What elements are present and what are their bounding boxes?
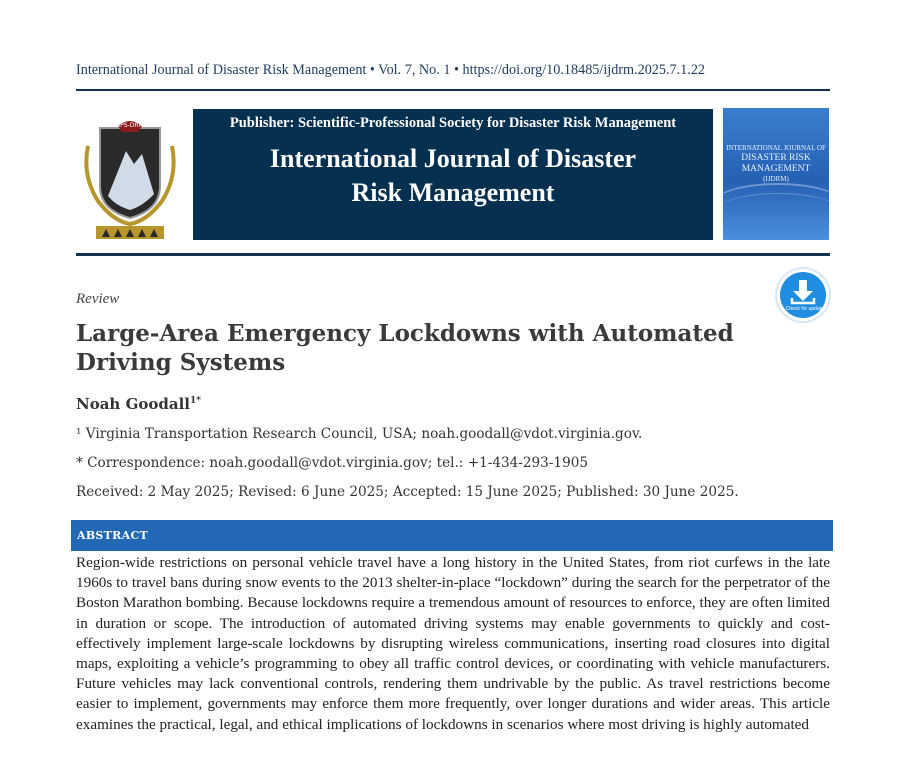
abstract-text: Region-wide restrictions on personal vehicle travel have a long history in the United States, from riot curfews in the late 1960s to travel bans during snow events to the 2013 shelter-in-place “lockdown” during the search for the perpetrator of the Boston Marathon bombing. Because lockdowns require a tremendous amount of resources to enforce, they are often limited in duration or scope. The introduction of automated driving systems may enable governments to quickly and cost-effectively implement large-scale lockdowns by disrupting wireless communications, inserting road closures into digital maps, exploiting a vehicle’s programming to obey all traffic control devices, or coordinating with vehicle manufacturers. Future vehicles may lack conventional controls, rendering them undrivable by the public. As travel restrictions become easier to implement, governments may enforce them more frequently, over longer durations and wider areas. This article examines the practical, legal, and ethical implications of lockdowns in scenarios where most driving is highly automated bbox=[76, 554, 830, 733]
cover-line1: INTERNATIONAL JOURNAL OF bbox=[726, 144, 826, 152]
journal-title bbox=[193, 142, 713, 210]
check-updates-badge bbox=[780, 272, 826, 318]
cover-line3: MANAGEMENT bbox=[741, 164, 811, 174]
publisher-line: Publisher: Scientific-Professional Society for Disaster Risk Management bbox=[229, 115, 677, 131]
affiliation: ¹ Virginia Transportation Research Council, USA; noah.goodall@vdot.virginia.gov. bbox=[76, 426, 643, 442]
journal-citation-line: International Journal of Disaster Risk Management • Vol. 7, No. 1 • https://doi.org/10.18485/ijdrm.2025.7.1.22 bbox=[76, 62, 706, 78]
article-dates: Received: 2 May 2025; Revised: 6 June 2025; Accepted: 15 June 2025; Published: 30 June 2025. bbox=[76, 484, 739, 500]
author-superscript: 1* bbox=[190, 396, 201, 406]
correspondence: * Correspondence: noah.goodall@vdot.virginia.gov; tel.: +1-434-293-1905 bbox=[76, 455, 589, 471]
cover-title bbox=[723, 144, 829, 184]
cover-line4: (IJDRM) bbox=[763, 175, 789, 183]
article-type: Review bbox=[76, 291, 120, 307]
journal-banner bbox=[193, 109, 713, 240]
author-name bbox=[76, 395, 201, 413]
check-updates-label: Check for updates bbox=[785, 306, 827, 312]
journal-title-line2: Risk Management bbox=[351, 178, 555, 207]
journal-cover bbox=[723, 108, 829, 240]
society-logo-icon bbox=[78, 106, 182, 242]
journal-title-line1: International Journal of Disaster bbox=[269, 144, 637, 173]
check-for-updates-button[interactable] bbox=[777, 269, 829, 321]
abstract-heading-bar bbox=[71, 520, 833, 551]
header-rule bbox=[76, 89, 830, 91]
cover-line2: DISASTER RISK bbox=[741, 153, 811, 163]
abstract-heading: ABSTRACT bbox=[77, 529, 148, 542]
logo-label: SPS-DRM bbox=[116, 122, 144, 129]
cover-wave bbox=[723, 193, 829, 234]
author-name-text: Noah Goodall bbox=[76, 395, 190, 413]
header-bottom-rule bbox=[76, 253, 830, 256]
article-title: Large-Area Emergency Lockdowns with Automated Driving Systems bbox=[76, 320, 734, 376]
